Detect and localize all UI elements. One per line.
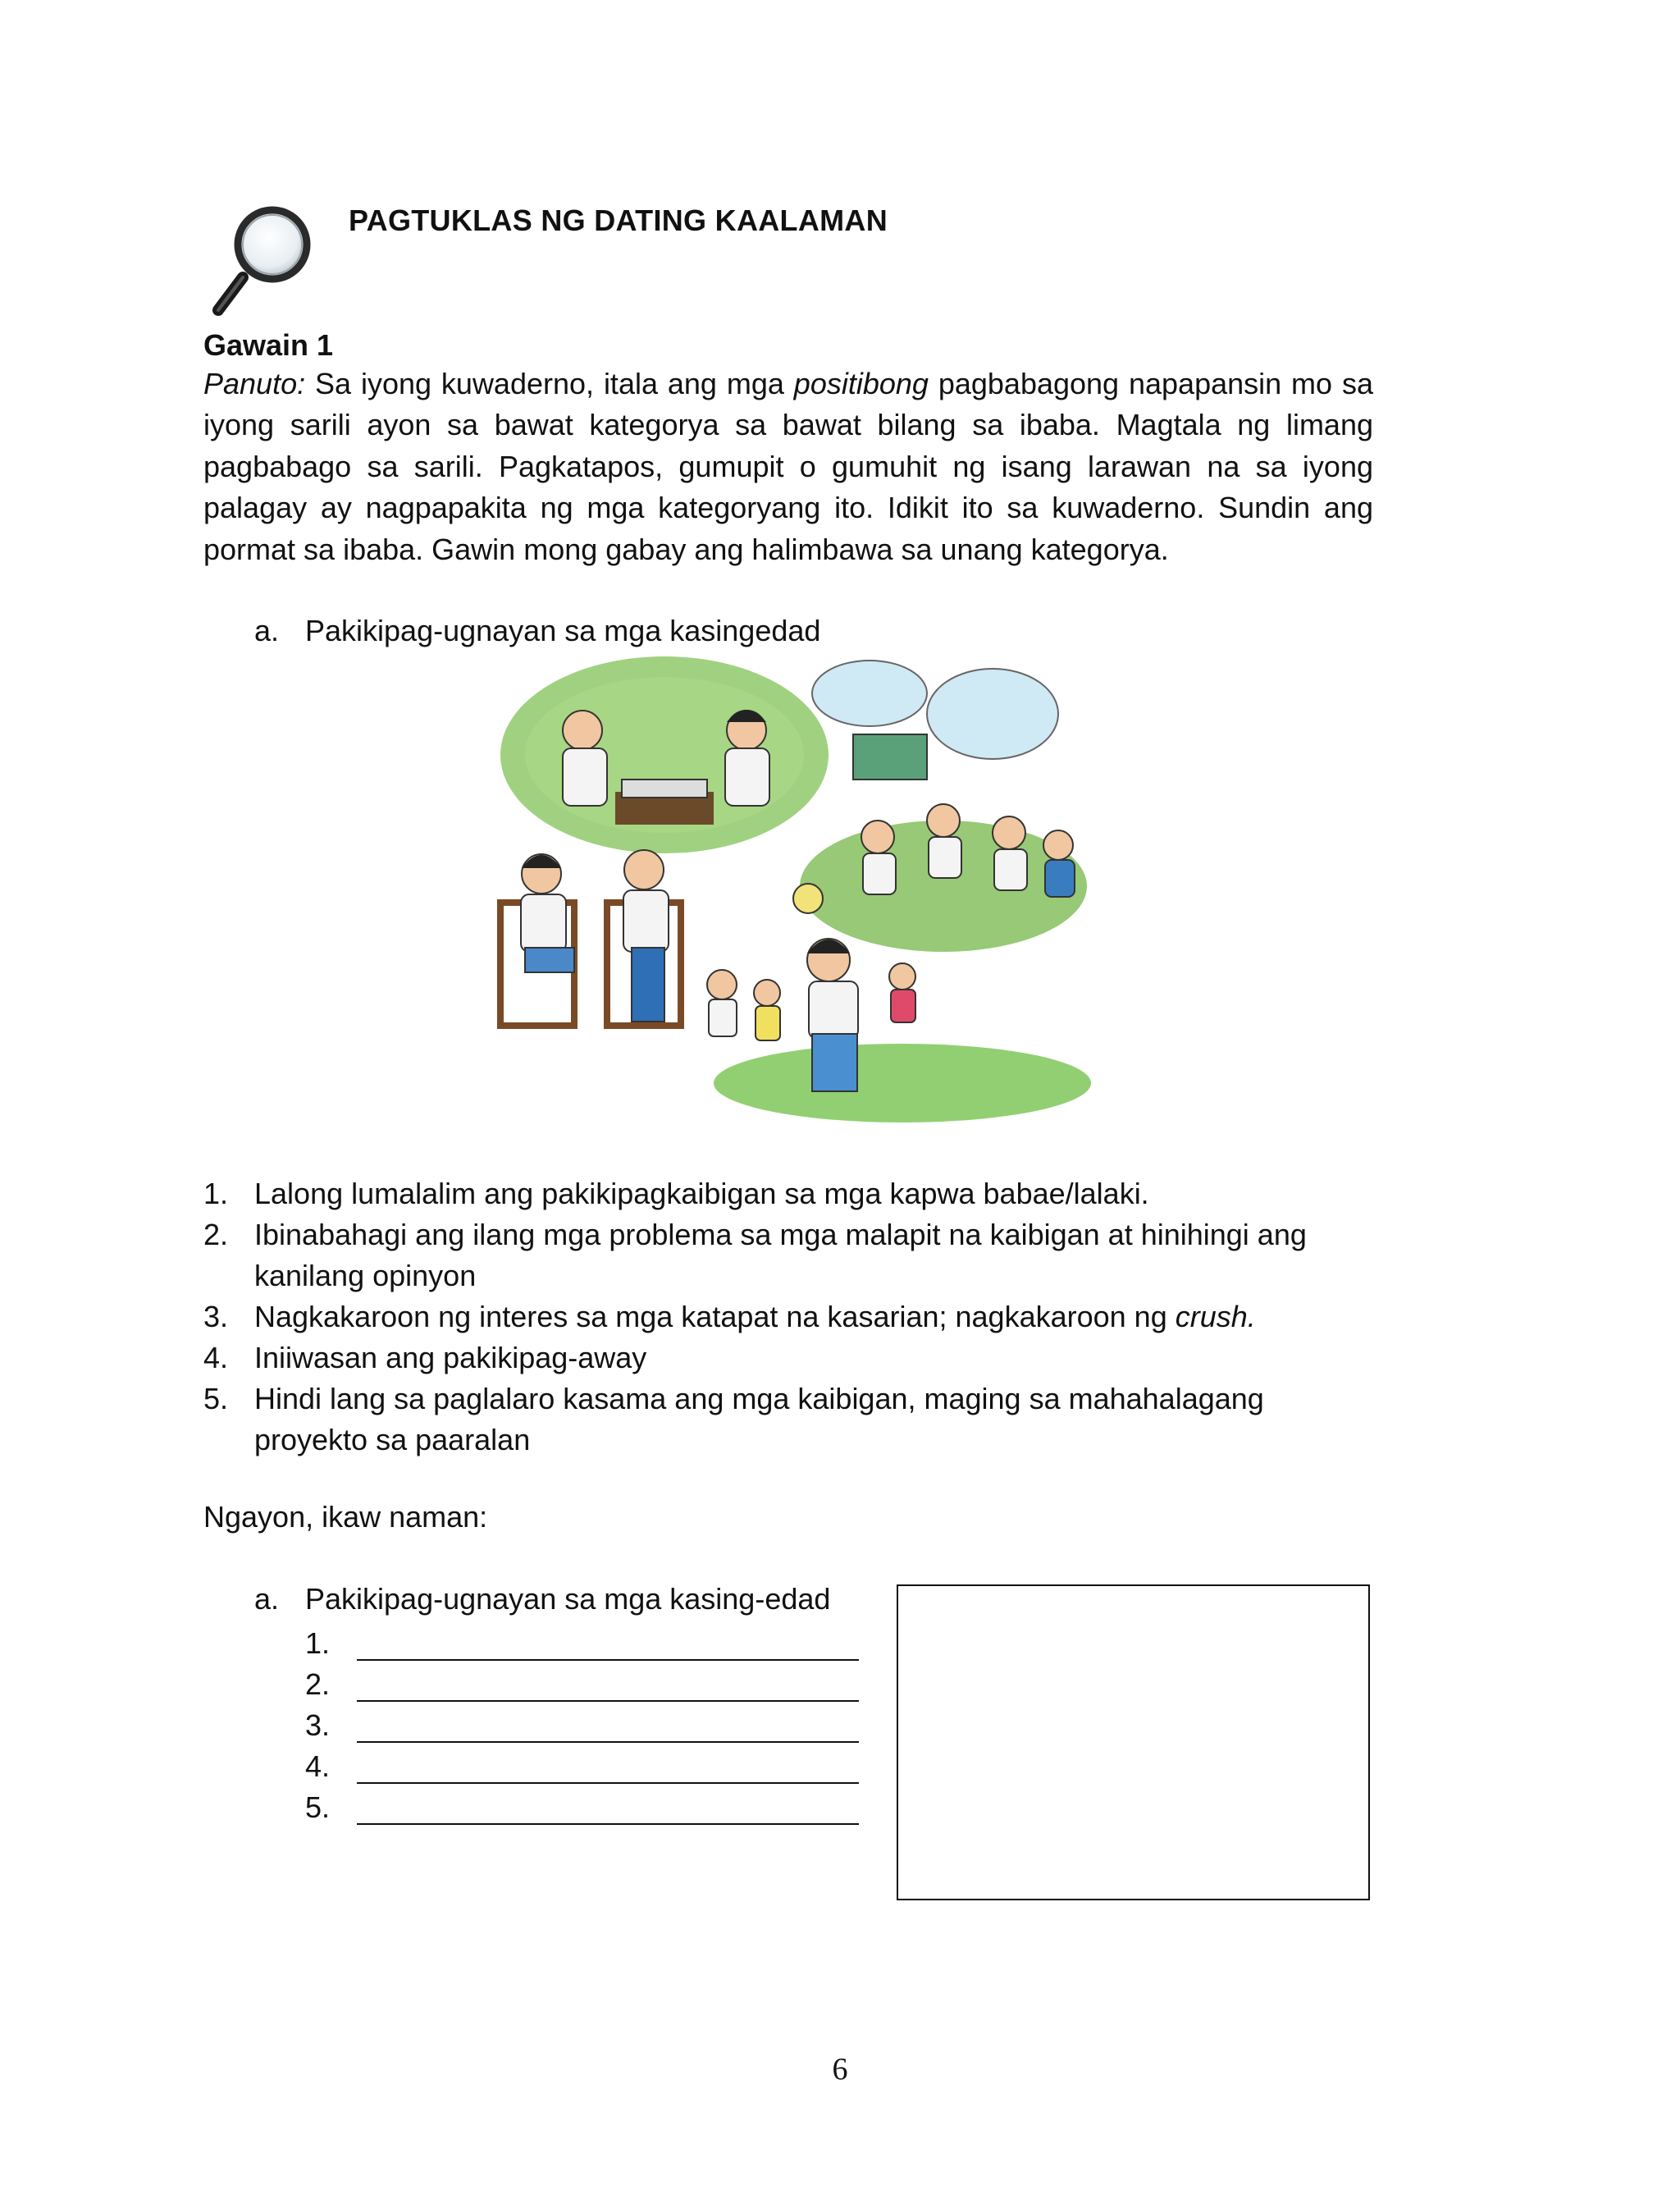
example-category-heading: [254, 614, 820, 648]
answer-line-number: 5.: [305, 1790, 331, 1824]
list-item-emphasis: crush.: [1175, 1300, 1256, 1333]
answer-line-number: 3.: [305, 1708, 331, 1742]
peer-interaction-illustration: [484, 656, 1107, 1124]
instructions-emphasis: positibong: [793, 367, 929, 400]
instructions-text-2: pagbabagong napapansin mo sa iyong sarili ayon sa bawat kategorya sa bawat bilang sa ibaba. Magtala ng limang pagbabago sa sarili. Pagkatapos, gumupit o gumuhit ng isang larawan na sa iyong palagay ay nagpapakita ng mga kategoryang ito. Idikit ito sa kuwaderno. Sundin ang pormat sa ibaba. Gawin mong gabay ang halimbawa sa unang kategorya.: [203, 367, 1373, 566]
blank-line[interactable]: [357, 1700, 859, 1702]
list-item: [203, 1378, 1385, 1461]
list-item: [203, 1214, 1385, 1296]
answer-line[interactable]: [305, 1623, 863, 1664]
answer-line-number: 4.: [305, 1749, 331, 1783]
magnifying-glass-icon: [210, 205, 317, 320]
blank-line[interactable]: [357, 1741, 859, 1743]
thought-cloud-2: [927, 669, 1058, 759]
answer-line[interactable]: [305, 1705, 863, 1746]
chalkboard: [853, 734, 927, 780]
instructions-text-1: Sa iyong kuwaderno, itala ang mga: [305, 367, 794, 400]
category-label: Pakikipag-ugnayan sa mga kasingedad: [305, 614, 821, 647]
answer-category-heading: [254, 1582, 830, 1616]
list-item-number: 3.: [203, 1300, 229, 1333]
blank-line[interactable]: [357, 1823, 859, 1825]
list-item-number: 2.: [203, 1218, 229, 1251]
list-item-text: Iniiwasan ang pakikipag-away: [254, 1341, 647, 1374]
blank-line[interactable]: [357, 1659, 859, 1661]
category-marker: a.: [254, 614, 280, 647]
list-item-text: Ibinabahagi ang ilang mga problema sa mga malapit na kaibigan at hinihingi ang kanilang opinyon: [254, 1218, 1307, 1292]
list-item-number: 1.: [203, 1177, 229, 1210]
list-item-number: 5.: [203, 1382, 229, 1415]
list-item: [203, 1173, 1385, 1214]
page-number: 6: [832, 2052, 848, 2087]
section-title: PAGTUKLAS NG DATING KAALAMAN: [349, 203, 888, 237]
answer-line-number: 1.: [305, 1626, 331, 1660]
list-item-number: 4.: [203, 1341, 229, 1374]
list-item-text: Nagkakaroon ng interes sa mga katapat na kasarian; nagkakaroon ng: [254, 1300, 1176, 1333]
thought-cloud-1: [812, 661, 927, 726]
example-list: [203, 1173, 1385, 1461]
answer-line[interactable]: [305, 1746, 863, 1787]
list-item-text: Hindi lang sa paglalaro kasama ang mga kaibigan, maging sa mahahalagang proyekto sa paaralan: [254, 1382, 1264, 1456]
answer-line[interactable]: [305, 1664, 863, 1705]
picture-box[interactable]: [897, 1584, 1370, 1900]
answer-category-marker: a.: [254, 1582, 280, 1616]
answer-line[interactable]: [305, 1787, 863, 1828]
blank-line[interactable]: [357, 1782, 859, 1784]
instructions-paragraph: [203, 363, 1373, 570]
list-item: [203, 1337, 1385, 1378]
list-item-text: Lalong lumalalim ang pakikipagkaibigan sa mga kapwa babae/lalaki.: [254, 1177, 1149, 1210]
activity-title: Gawain 1: [203, 328, 334, 362]
list-item: [203, 1296, 1385, 1337]
answer-line-number: 2.: [305, 1667, 331, 1701]
instructions-label: Panuto:: [203, 367, 306, 400]
ball: [793, 884, 823, 913]
answer-lines: [305, 1623, 863, 1828]
answer-category-label: Pakikipag-ugnayan sa mga kasing-edad: [305, 1582, 831, 1616]
your-turn-prompt: Ngayon, ikaw naman:: [203, 1500, 488, 1534]
playground-bg: [714, 1044, 1091, 1122]
